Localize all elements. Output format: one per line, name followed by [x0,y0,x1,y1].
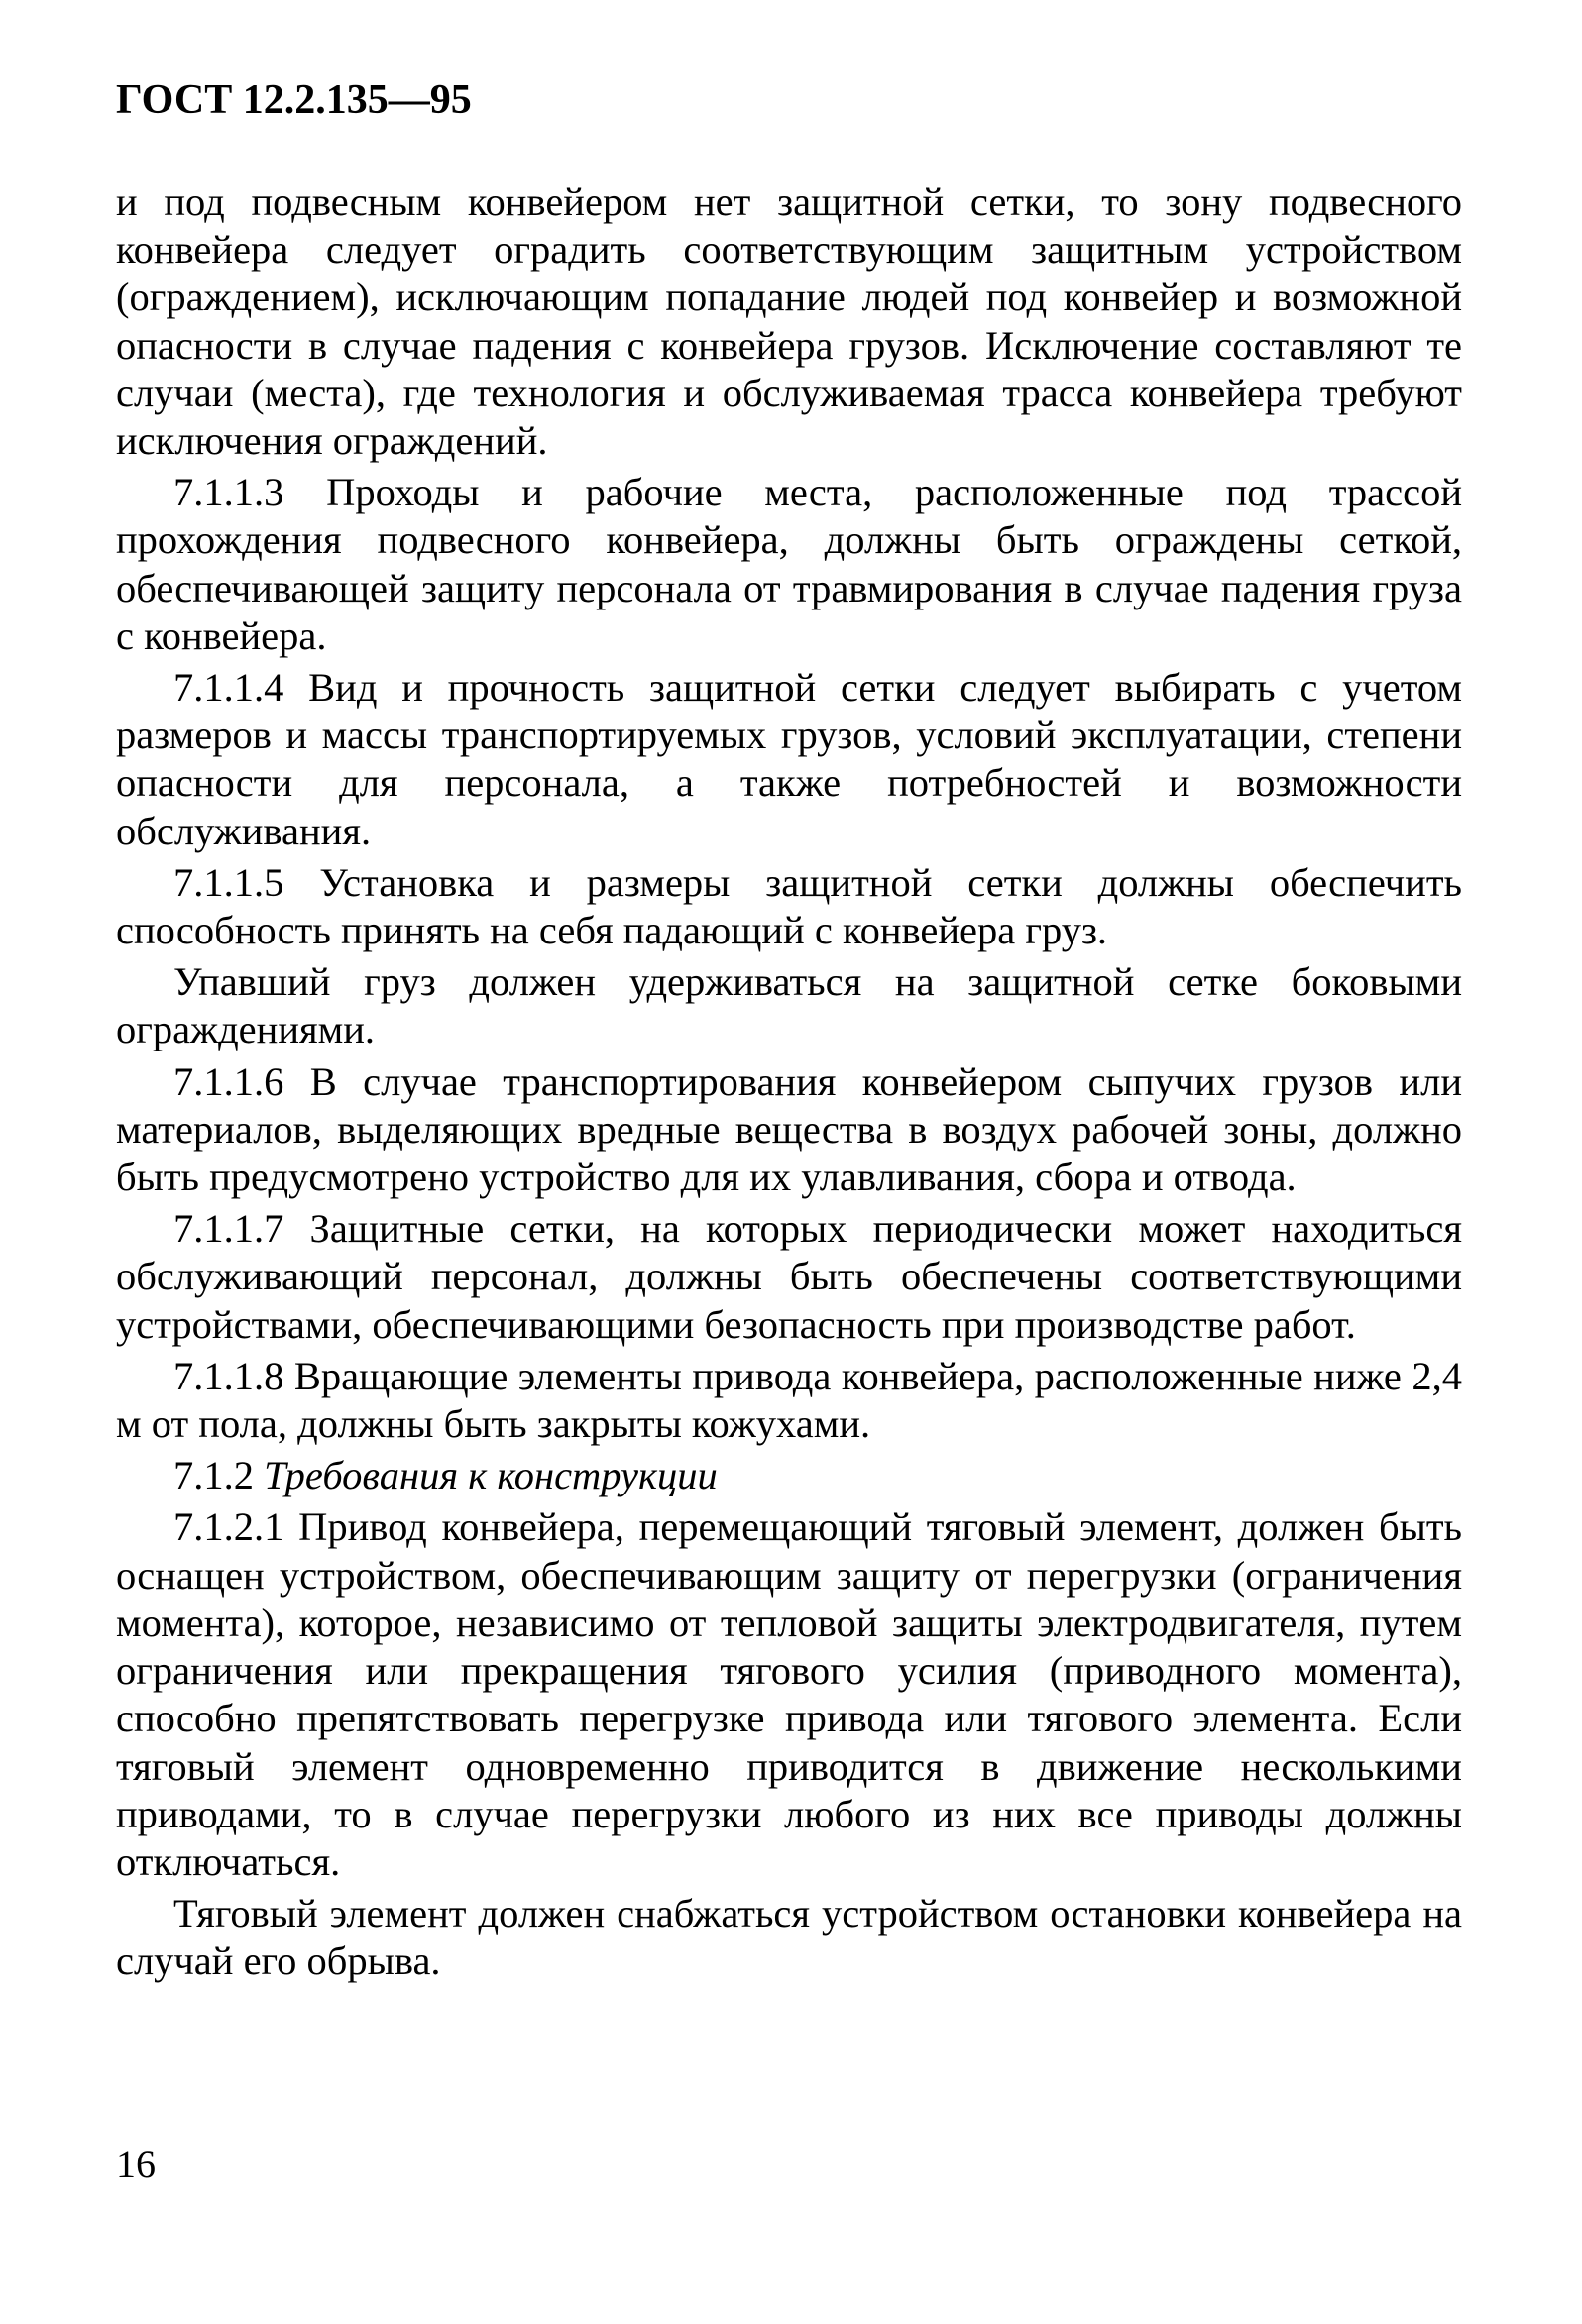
paragraph-7-1-1-6: 7.1.1.6 В случае транспортирования конвейером сыпучих грузов или материалов, выделяющих вредные вещества в воздух рабочей зоны, должно быть предусмотрено устройство для их улавливания, сбора и отвода. [116,1058,1462,1200]
paragraph-7-1-1-5-continued: Упавший груз должен удерживаться на защитной сетке боковыми ограждениями. [116,959,1462,1052]
paragraph-continuation: и под подвесным конвейером нет защитной сетки, то зону подвесного конвейера следует оградить соответствующим защитным устройством (ограждением), исключающим попадание людей под конвейер и возможной опасности в случае падения с конвейера грузов. Исключение составляют те случаи (места), где технология и обслуживаемая трасса конвейера требуют исключения ограждений. [116,179,1462,464]
paragraph-7-1-2-1: 7.1.2.1 Привод конвейера, перемещающий тяговый элемент, должен быть оснащен устройством, обеспечивающим защиту от перегрузки (ограничения момента), которое, независимо от тепловой защиты электродвигателя, путем ограничения или прекращения тягового усилия (приводного момента), способно препятствовать перегрузке привода или тягового элемента. Если тяговый элемент одновременно приводится в движение несколькими приводами, то в случае перегрузки любого из них все приводы должны отключаться. [116,1504,1462,1884]
section-heading-7-1-2 [116,1452,1462,1499]
paragraph-7-1-1-3: 7.1.1.3 Проходы и рабочие места, расположенные под трассой прохождения подвесного конвейера, должны быть ограждены сеткой, обеспечивающей защиту персонала от травмирования в случае падения груза с конвейера. [116,470,1462,658]
page-header: ГОСТ 12.2.135—95 [116,77,472,123]
paragraph-7-1-1-5: 7.1.1.5 Установка и размеры защитной сетки должны обеспечить способность принять на себя падающий с конвейера груз. [116,859,1462,953]
paragraph-7-1-1-8: 7.1.1.8 Вращающие элементы привода конвейера, расположенные ниже 2,4 м от пола, должны быть закрыты кожухами. [116,1353,1462,1447]
section-title: Требования к конструкции [264,1453,718,1498]
document-body [116,178,1462,1990]
paragraph-7-1-1-4: 7.1.1.4 Вид и прочность защитной сетки следует выбирать с учетом размеров и массы транспортируемых грузов, условий эксплуатации, степени опасности для персонала, а также потребностей и возможности обслуживания. [116,665,1462,853]
paragraph-7-1-2-1-continued: Тяговый элемент должен снабжаться устройством остановки конвейера на случай его обрыва. [116,1891,1462,1984]
section-number: 7.1.2 [173,1453,254,1498]
page-number: 16 [116,2142,156,2186]
paragraph-7-1-1-7: 7.1.1.7 Защитные сетки, на которых периодически может находиться обслуживающий персонал, должны быть обеспечены соответствующими устройствами, обеспечивающими безопасность при производстве работ. [116,1206,1462,1347]
